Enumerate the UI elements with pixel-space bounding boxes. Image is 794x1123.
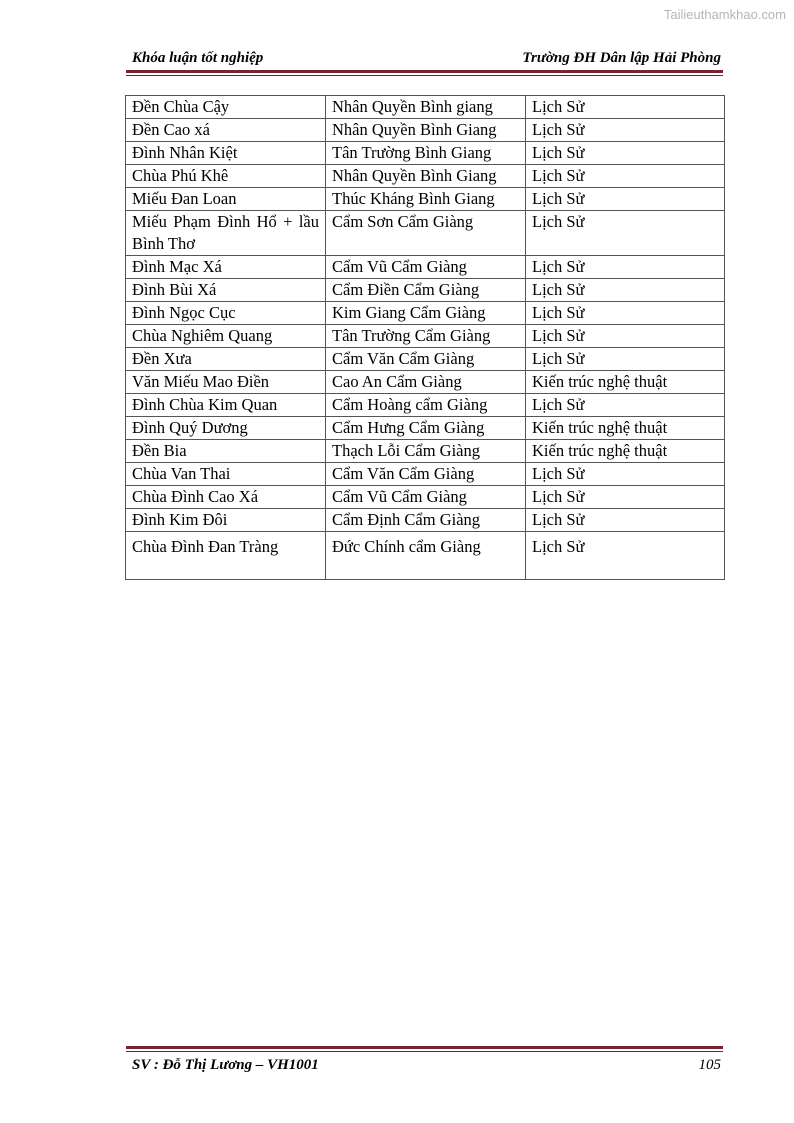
table-row [126,119,725,142]
location-cell: Cẩm Định Cẩm Giàng [326,509,526,532]
watermark: Tailieuthamkhao.com [663,7,786,22]
site-name-cell: Đền Bia [126,440,326,463]
header-rule-thin [126,75,723,76]
table-row [126,440,725,463]
table-row [126,394,725,417]
table-row [126,463,725,486]
location-cell: Tân Trường Cẩm Giàng [326,325,526,348]
heritage-sites-table [125,95,725,580]
table-row [126,188,725,211]
category-cell: Kiến trúc nghệ thuật [526,440,725,463]
category-cell: Lịch Sử [526,256,725,279]
table-row [126,509,725,532]
location-cell: Cẩm Văn Cẩm Giàng [326,348,526,371]
footer-author: SV : Đỗ Thị Lương – VH1001 [132,1057,319,1073]
site-name-cell: Văn Miếu Mao Điền [126,371,326,394]
site-name-cell: Đình Ngọc Cục [126,302,326,325]
location-cell: Cao An Cẩm Giàng [326,371,526,394]
site-name-cell: Đình Nhân Kiệt [126,142,326,165]
location-cell: Cẩm Vũ Cẩm Giàng [326,256,526,279]
site-name-cell: Miếu Đan Loan [126,188,326,211]
site-name-cell: Chùa Đình Cao Xá [126,486,326,509]
site-name-cell: Đền Chùa Cậy [126,96,326,119]
table-row [126,211,725,256]
category-cell: Lịch Sử [526,394,725,417]
table-row [126,142,725,165]
site-name-cell: Chùa Đình Đan Tràng [126,532,326,580]
header-rule-thick [126,70,723,73]
site-name-cell: Đền Cao xá [126,119,326,142]
site-name-cell: Chùa Nghiêm Quang [126,325,326,348]
location-cell: Thúc Kháng Bình Giang [326,188,526,211]
location-cell: Thạch Lỗi Cẩm Giàng [326,440,526,463]
site-name-cell: Đền Xưa [126,348,326,371]
location-cell: Nhân Quyền Bình Giang [326,119,526,142]
site-name-cell: Đình Chùa Kim Quan [126,394,326,417]
site-name-cell: Chùa Van Thai [126,463,326,486]
location-cell: Nhân Quyền Bình Giang [326,165,526,188]
category-cell: Lịch Sử [526,188,725,211]
location-cell: Tân Trường Bình Giang [326,142,526,165]
category-cell: Lịch Sử [526,509,725,532]
table-row [126,96,725,119]
table-row [126,486,725,509]
location-cell: Đức Chính cẩm Giàng [326,532,526,580]
table-row [126,532,725,580]
category-cell: Lịch Sử [526,302,725,325]
category-cell: Lịch Sử [526,96,725,119]
category-cell: Lịch Sử [526,119,725,142]
category-cell: Lịch Sử [526,348,725,371]
category-cell: Lịch Sử [526,142,725,165]
table-row [126,279,725,302]
site-name-cell: Đình Bùi Xá [126,279,326,302]
site-name-cell: Đình Mạc Xá [126,256,326,279]
location-cell: Cẩm Điền Cẩm Giàng [326,279,526,302]
location-cell: Cẩm Hưng Cẩm Giàng [326,417,526,440]
category-cell: Kiến trúc nghệ thuật [526,417,725,440]
category-cell: Lịch Sử [526,165,725,188]
footer-rule-thin [126,1051,723,1052]
category-cell: Lịch Sử [526,211,725,256]
location-cell: Nhân Quyền Bình giang [326,96,526,119]
table-row [126,325,725,348]
table-body [126,96,725,580]
table-row [126,165,725,188]
page-header [132,50,721,70]
category-cell: Lịch Sử [526,532,725,580]
category-cell: Lịch Sử [526,279,725,302]
table-row [126,302,725,325]
site-name-cell: Miếu Phạm Đình Hổ + lầu Bình Thơ [126,211,326,256]
header-university: Trường ĐH Dân lập Hải Phòng [522,50,721,66]
category-cell: Lịch Sử [526,463,725,486]
site-name-cell: Chùa Phú Khê [126,165,326,188]
category-cell: Lịch Sử [526,486,725,509]
site-name-cell: Đình Kim Đôi [126,509,326,532]
table-row [126,256,725,279]
category-cell: Kiến trúc nghệ thuật [526,371,725,394]
footer-rule-thick [126,1046,723,1049]
location-cell: Cẩm Văn Cẩm Giàng [326,463,526,486]
location-cell: Cẩm Vũ Cẩm Giàng [326,486,526,509]
location-cell: Cẩm Hoàng cẩm Giàng [326,394,526,417]
header-thesis-title: Khóa luận tốt nghiệp [132,50,264,66]
table-row [126,348,725,371]
table-row [126,417,725,440]
site-name-cell: Đình Quý Dương [126,417,326,440]
location-cell: Kim Giang Cẩm Giàng [326,302,526,325]
category-cell: Lịch Sử [526,325,725,348]
page-number: 105 [698,1057,721,1073]
table-row [126,371,725,394]
location-cell: Cẩm Sơn Cẩm Giàng [326,211,526,256]
page-footer [132,1057,721,1077]
